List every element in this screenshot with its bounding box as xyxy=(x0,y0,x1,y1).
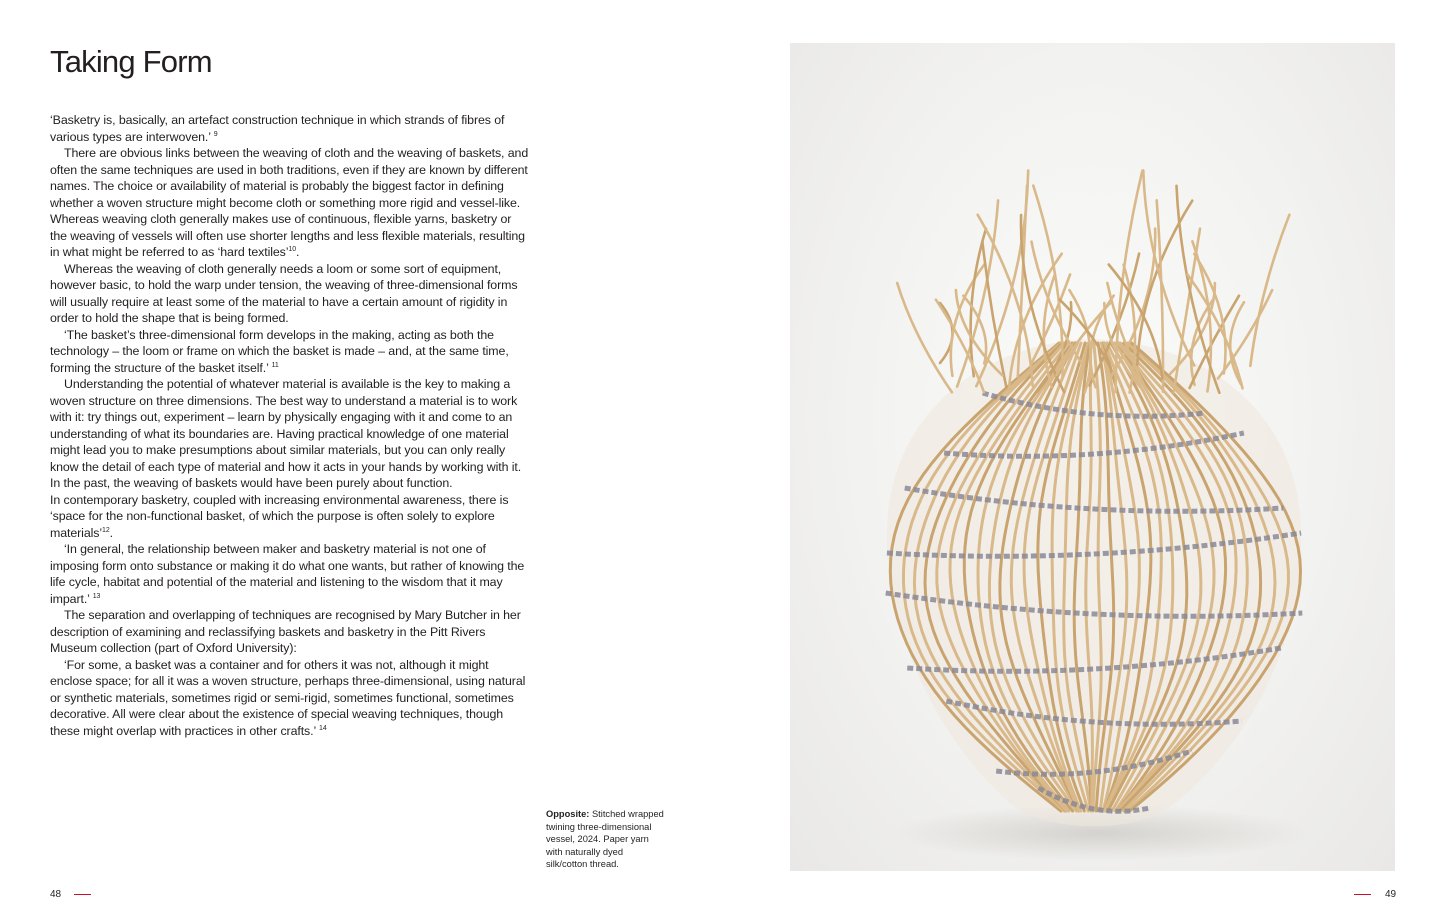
paragraph-2 xyxy=(50,145,530,261)
yarn-tip xyxy=(1137,201,1192,365)
paragraph-7 xyxy=(50,541,530,607)
paragraph-text: ‘The basket’s three-dimensional form develops in the making, acting as both the technology – the loom or frame on which the basket is made – and, at the same time, forming the structure of the basket itself.’ xyxy=(50,327,509,375)
basket-photo xyxy=(790,43,1395,871)
paragraph-text: In contemporary basketry, coupled with increasing environmental awareness, there is ‘space for the non-functional basket, of which the purpose is often solely to explore materials’ xyxy=(50,492,509,540)
paragraph-punctuation: . xyxy=(109,525,113,540)
yarn-tip xyxy=(957,200,998,386)
paragraph-text: ‘In general, the relationship between maker and basketry material is not one of imposing form onto substance or making it do what one wants, but rather of knowing the life cycle, habitat and potential of the material and listening to the wisdom that it may impart.’ xyxy=(50,542,525,606)
paragraph-9 xyxy=(50,657,530,740)
paragraph-1 xyxy=(50,112,530,145)
folio-rule-left xyxy=(74,894,91,895)
yarn-tip xyxy=(1250,215,1289,366)
paragraph-text: Whereas the weaving of cloth generally needs a loom or some sort of equipment, however basic, to hold the warp under tension, the weaving of three-dimensional forms will usually require at least some of the material to have a certain amount of rigidity in order to hold the shape that is being formed. xyxy=(50,261,518,325)
paragraph-4 xyxy=(50,327,530,377)
paragraph-text: ‘Basketry is, basically, an artefact construction technique in which strands of fibres of various types are interwoven.’ xyxy=(50,113,505,144)
paragraph-text: ‘For some, a basket was a container and for others it was not, although it might enclose space; for all it was a woven structure, perhaps three-dimensional, using natural or synthetic materials, sometimes rigid or semi-rigid, sometimes functional, sometimes decorative. All were clear about the existence of special weaving techniques, though these might overlap with practices in other crafts.’ xyxy=(50,657,526,738)
woven-vessel-illustration xyxy=(790,43,1395,871)
paragraph-5 xyxy=(50,376,530,492)
photo-caption xyxy=(546,808,664,871)
footnote-ref: 13 xyxy=(92,592,101,600)
caption-label: Opposite: xyxy=(546,809,590,819)
paragraph-text: Understanding the potential of whatever material is available is the key to making a woven structure on three dimensions. The best way to understand a material is to work with it: try things out, experiment – learn by physically engaging with it and come to an understanding of what its boundaries are. Having practical knowledge of one material might lead you to make presumptions about similar materials, but you can only really know the detail of each type of material and how it acts in your hands by working with it. In the past, the weaving of baskets would have been purely about function. xyxy=(50,377,522,490)
right-page xyxy=(722,0,1445,923)
footnote-ref: 12 xyxy=(102,526,110,534)
footnote-ref: 9 xyxy=(213,130,218,138)
caption-text: Stitched wrapped twining three-dimensional vessel, 2024. Paper yarn with naturally dyed silk/cotton thread. xyxy=(546,809,664,870)
footnote-ref: 10 xyxy=(288,246,297,253)
left-page xyxy=(0,0,722,923)
paragraph-8 xyxy=(50,607,530,657)
folio-rule-right xyxy=(1354,894,1371,895)
page-number-left: 48 xyxy=(50,889,62,900)
page-title: Taking Form xyxy=(50,44,212,79)
body-text xyxy=(50,112,530,739)
paragraph-punctuation: . xyxy=(296,245,300,259)
yarn-tip xyxy=(897,283,952,392)
paragraph-text: There are obvious links between the weaving of cloth and the weaving of baskets, and often the same techniques are used in both traditions, even if they are known by different names. The choice or availability of material is probably the biggest factor in defining whether a woven structure might become cloth or something more rigid and vessel-like. Whereas weaving cloth generally makes use of continuous, flexible yarns, basketry or the weaving of vessels will often use shorter lengths and less flexible materials, resulting in what might be referred to as ‘hard textiles’ xyxy=(50,146,529,259)
paragraph-6 xyxy=(50,492,530,542)
paragraph-text: The separation and overlapping of techniques are recognised by Mary Butcher in her description of examining and reclassifying baskets and basketry in the Pitt Rivers Museum collection (part of Oxford University): xyxy=(50,608,521,655)
page-number-right: 49 xyxy=(1385,889,1397,900)
footnote-ref: 11 xyxy=(271,361,279,369)
paragraph-3 xyxy=(50,261,530,327)
footnote-ref: 14 xyxy=(319,724,327,732)
